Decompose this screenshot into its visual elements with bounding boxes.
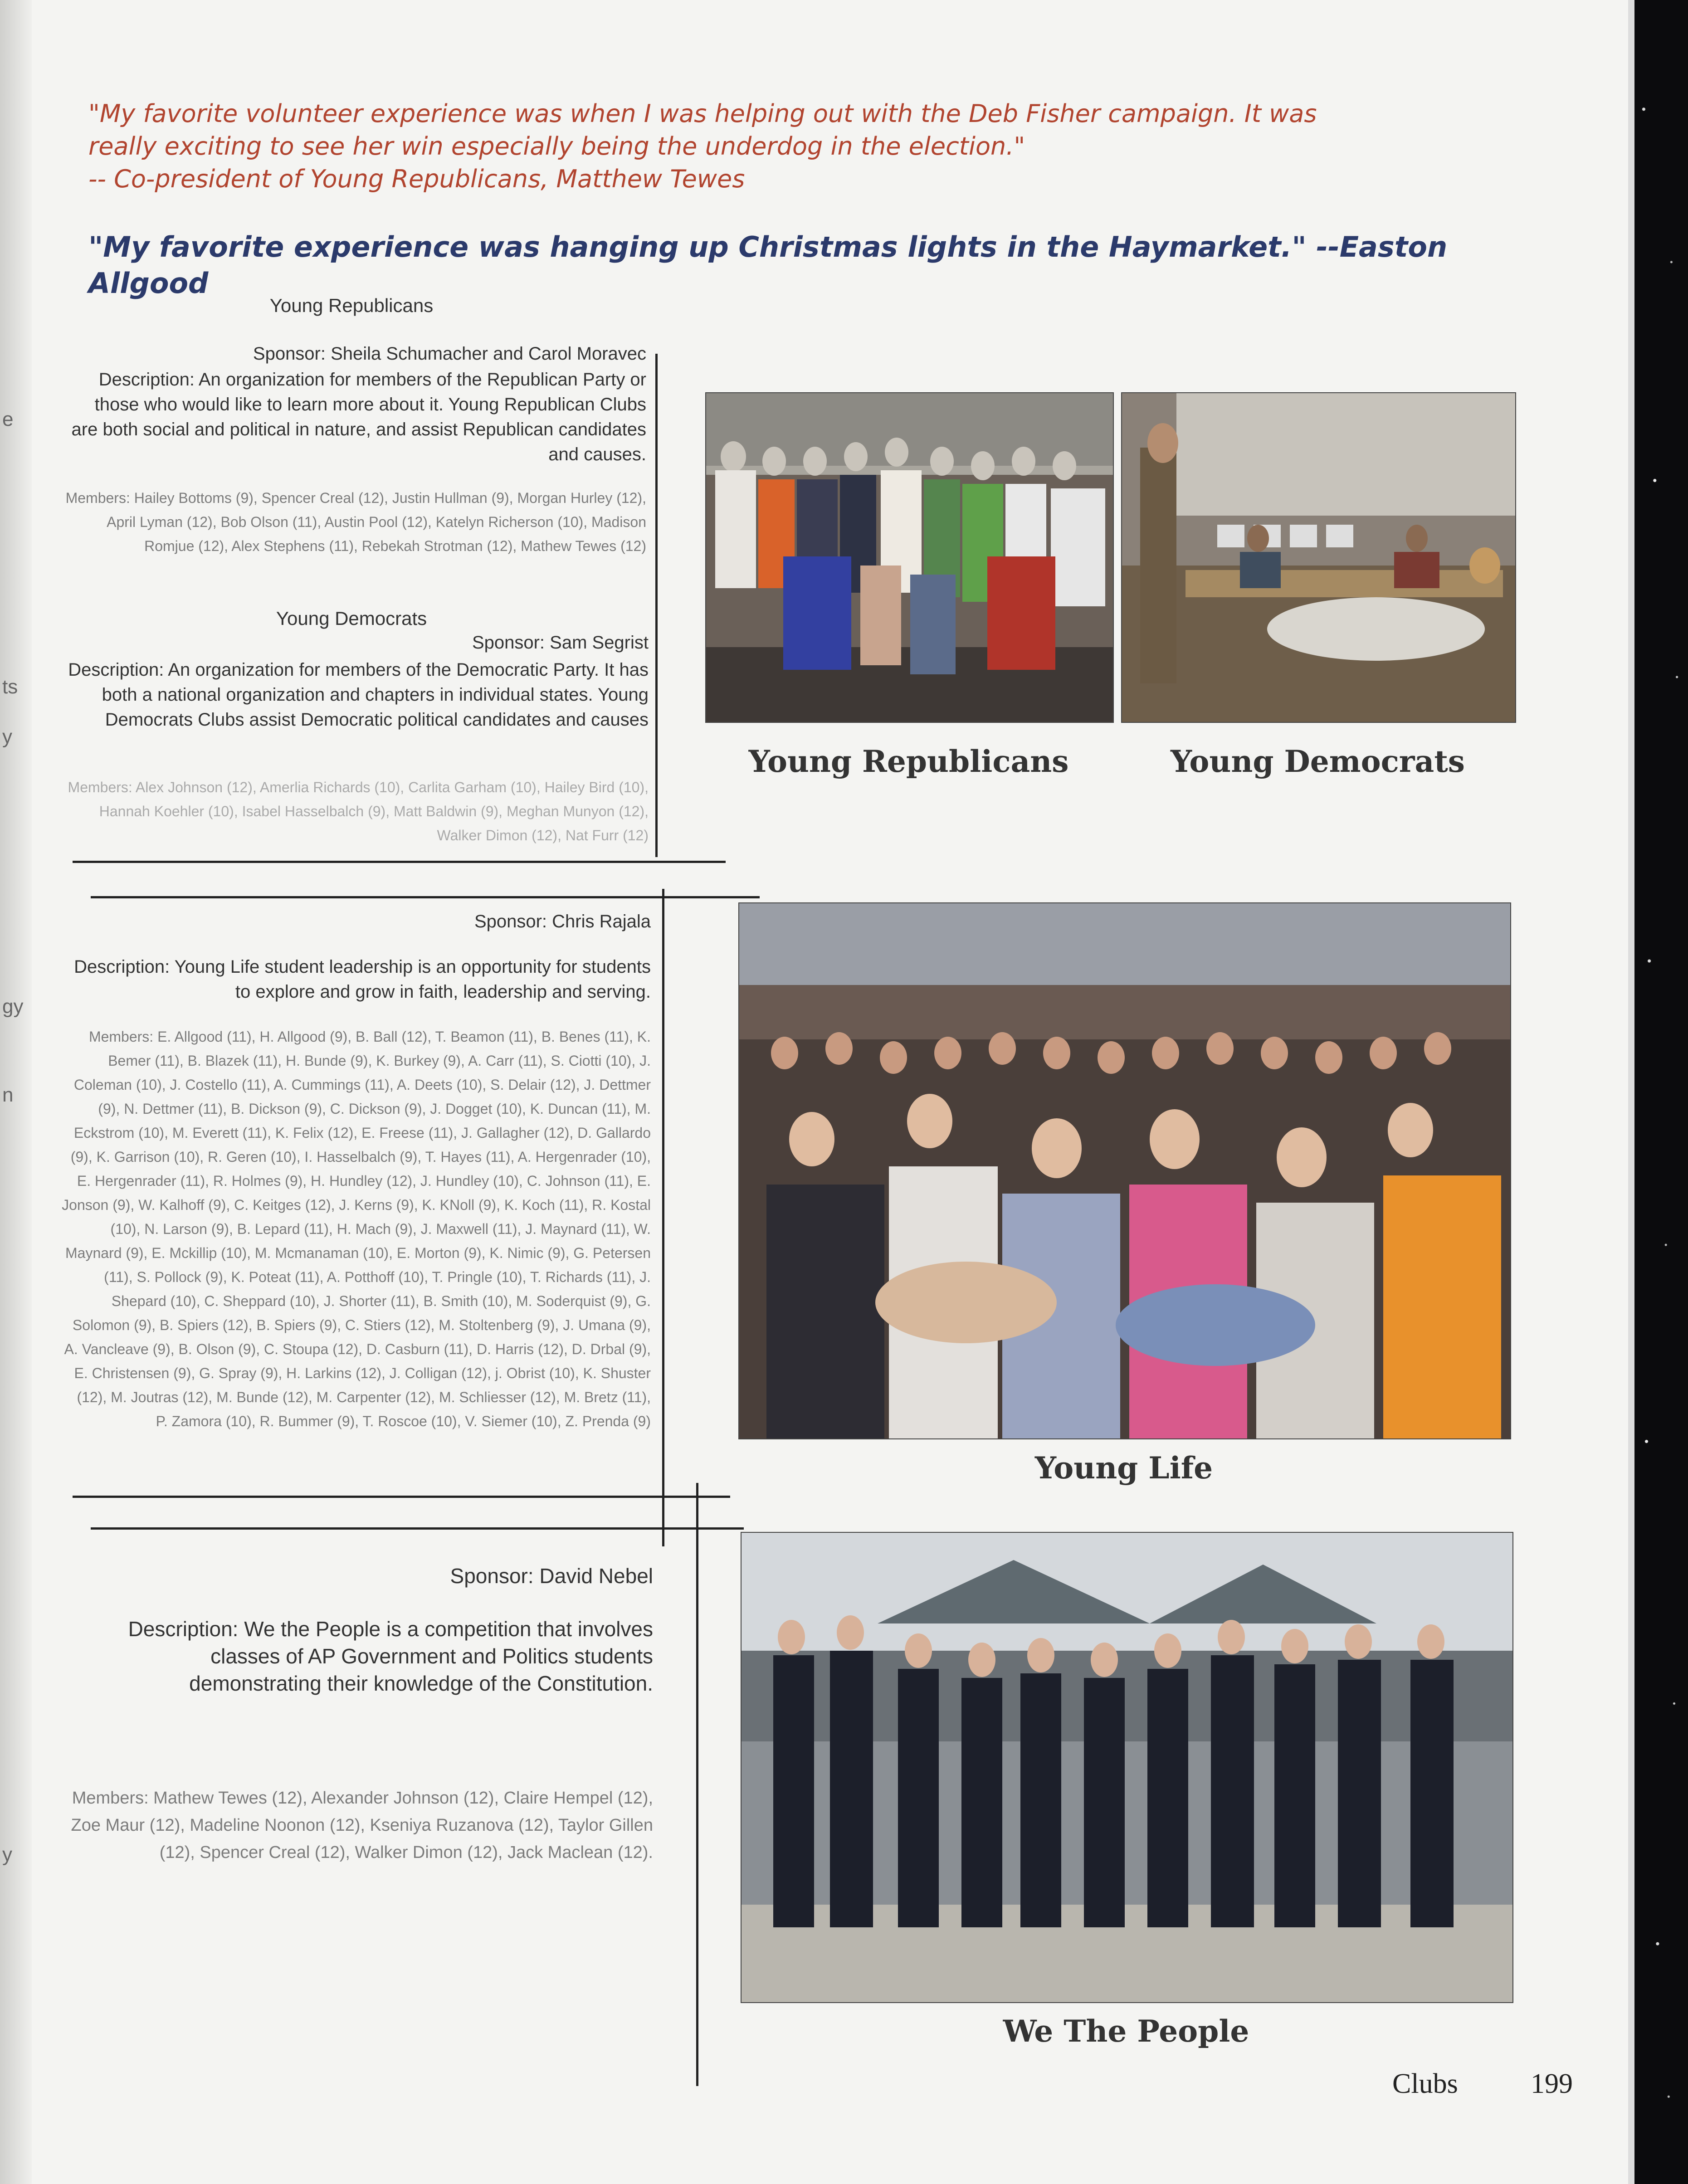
spine-fragment: n bbox=[2, 1084, 14, 1106]
young-democrats-caption: Young Democrats bbox=[1171, 744, 1465, 779]
divider-vertical bbox=[662, 889, 664, 1546]
young-life-photo bbox=[738, 902, 1511, 1439]
we-the-people-caption: We The People bbox=[1003, 2013, 1249, 2049]
young-life-description: Description: Young Life student leadership is an opportunity for students to explore and grow in faith, leadership and serving. bbox=[74, 957, 651, 1002]
young-republicans-sponsor: Sponsor: Sheila Schumacher and Carol Moravec bbox=[253, 344, 646, 364]
young-democrats-sponsor: Sponsor: Sam Segrist bbox=[472, 633, 649, 653]
divider-vertical bbox=[696, 1483, 698, 2086]
divider-horizontal bbox=[73, 861, 726, 863]
quote-easton-allgood: "My favorite experience was hanging up Christmas lights in the Haymarket." --Easton Allgood bbox=[88, 230, 1448, 300]
young-republicans-caption: Young Republicans bbox=[748, 744, 1069, 779]
divider-horizontal bbox=[91, 896, 760, 898]
divider-vertical bbox=[655, 354, 658, 857]
we-the-people-sponsor: Sponsor: David Nebel bbox=[450, 1564, 653, 1588]
young-republicans-title: Young Republicans bbox=[269, 295, 434, 316]
we-the-people-description: Description: We the People is a competition that involves classes of AP Government and Politics students demonstrating their knowledge of the Constitution. bbox=[128, 1617, 653, 1695]
young-democrats-photo bbox=[1121, 392, 1516, 723]
spine-fragment: y bbox=[2, 726, 12, 748]
young-republicans-description: Description: An organization for members of the Republican Party or those who would like to learn more about it. Young Republican Clubs are both social and political in nature, and assist Republican candidates and causes. bbox=[71, 370, 646, 464]
page-number: 199 bbox=[1531, 2068, 1573, 2099]
young-democrats-title: Young Democrats bbox=[276, 608, 427, 629]
young-life-caption: Young Life bbox=[1034, 1450, 1213, 1486]
young-democrats-description: Description: An organization for members of the Democratic Party. It has both a national organization and chapters in individual states. Young Democrats Clubs assist Democratic political candidates and causes bbox=[68, 660, 649, 730]
young-life-members: Members: E. Allgood (11), H. Allgood (9), B. Ball (12), T. Beamon (11), B. Benes (11), K. Bemer (11), B. Blazek (11), H. Bunde (9), K. Burkey (9), A. Carr (11), S. Ciotti (10), J. Coleman (10), J. Costello (11), A. Cummings (11), A. Deets (10), S. Delair (12), J. Dettmer (9), N. Dettmer (11), B. Dickson (9), C. Dickson (9), J. Dogget (10), K. Duncan (11), M. Eckstrom (10), M. Everett (11), K. Felix (12), E. Freese (11), J. Gallagher (12), D. Gallardo (9), K. Garrison (10), R. Geren (10), I. Hasselbalch (9), T. Hayes (11), A. Hergenrader (10), E. Hergenrader (11), R. Holmes (9), H. Hundley (12), J. Hundley (10), C. Johnson (11), E. Jonson (9), W. Kalhoff (9), C. Keitges (12), J. Kerns (9), K. KNoll (9), K. Koch (11), R. Kostal (10), N. Larson (9), B. Lepard (11), H. Mach (9), J. Maxwell (11), J. Maynard (11), W. Maynard (9), E. Mckillip (10), M. Mcmanaman (10), E. Morton (9), K. Nimic (9), G. Petersen (11), S. Pollock (9), K. Poteat (11), A. Potthoff (10), T. Pringle (10), T. Richards (11), J. Shepard (10), C. Sheppard (10), J. Shorter (11), B. Smith (10), M. Soderquist (9), G. Solomon (9), B. Spiers (12), B. Spiers (9), C. Stiers (12), M. Stoltenberg (9), J. Umana (9), A. Vancleave (9), B. Olson (9), C. Stoupa (12), D. Casburn (11), D. Harris (12), D. Drbal (9), E. Christensen (9), G. Spray (9), H. Larkins (12), J. Colligan (12), j. Obrist (10), K. Shuster (12), M. Joutras (12), M. Bunde (12), M. Carpenter (12), M. Schliesser (12), M. Bretz (11), P. Zamora (10), R. Bummer (9), T. Roscoe (10), V. Siemer (10), Z. Prenda (9) bbox=[62, 1029, 651, 1429]
starfield-background bbox=[1633, 0, 1688, 2184]
page-edge bbox=[1628, 0, 1634, 2184]
divider-horizontal bbox=[73, 1496, 730, 1498]
quote-matthew-tewes bbox=[88, 98, 1540, 195]
young-life-sponsor: Sponsor: Chris Rajala bbox=[474, 912, 651, 931]
spine-fragment: gy bbox=[2, 995, 24, 1018]
divider-horizontal bbox=[91, 1527, 744, 1530]
quote-line: "My favorite volunteer experience was when I was helping out with the Deb Fisher campaign. It was bbox=[88, 99, 1317, 128]
section-label: Clubs bbox=[1392, 2068, 1458, 2099]
we-the-people-members: Members: Mathew Tewes (12), Alexander Johnson (12), Claire Hempel (12), Zoe Maur (12), Madeline Noonon (12), Kseniya Ruzanova (12), Taylor Gillen (12), Spencer Creal (12), Walker Dimon (12), Jack Maclean (12). bbox=[71, 1789, 653, 1862]
quote-line: really exciting to see her win especially being the underdog in the election." bbox=[88, 132, 1025, 161]
spine-fragment: y bbox=[2, 1843, 12, 1866]
spine-fragment: ts bbox=[2, 676, 18, 698]
quote-attribution: -- Co-president of Young Republicans, Matthew Tewes bbox=[88, 165, 745, 193]
we-the-people-photo bbox=[741, 1532, 1513, 2003]
young-democrats-members: Members: Alex Johnson (12), Amerlia Richards (10), Carlita Garham (10), Hailey Bird (10), Hannah Koehler (10), Isabel Hasselbalch (9), Matt Baldwin (9), Meghan Munyon (12), Walker Dimon (12), Nat Furr (12) bbox=[68, 779, 649, 843]
young-republicans-members: Members: Hailey Bottoms (9), Spencer Creal (12), Justin Hullman (9), Morgan Hurley (12), April Lyman (12), Bob Olson (11), Austin Pool (12), Katelyn Richerson (10), Madison Romjue (12), Alex Stephens (11), Rebekah Strotman (12), Mathew Tewes (12) bbox=[65, 490, 646, 554]
spine-fragment: e bbox=[2, 408, 14, 430]
young-republicans-photo bbox=[705, 392, 1114, 723]
